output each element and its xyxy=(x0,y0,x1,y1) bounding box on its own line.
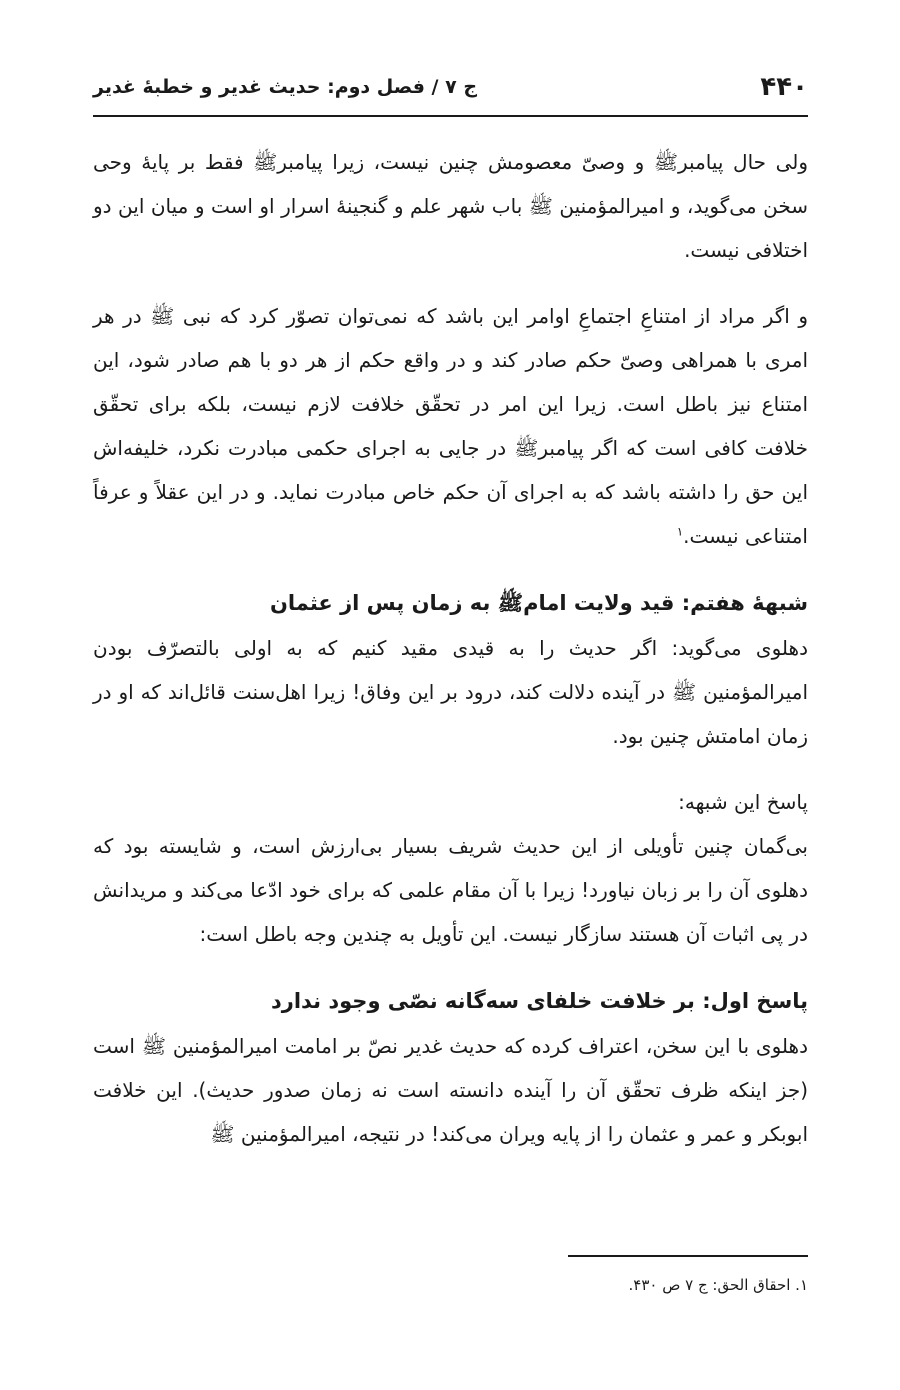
paragraph-1: ولی حال پیامبرﷺ و وصیّ معصومش چنین نیست، زیرا پیامبرﷺ فقط بر پایهٔ وحی سخن می‌گوید، و امیرالمؤمنین ﷺ باب شهر علم و گنجینهٔ اسرار او است و میان این دو اختلافی نیست. xyxy=(93,150,808,262)
paragraph-2-text: و اگر مراد از امتناعِ اجتماعِ اوامر این باشد که نمی‌توان تصوّر کرد که نبی ﷺ در هر امری با همراهی وصیّ حکم صادر کند و در واقع حکم از هر دو با هم صادر شود، این امتناع نیز باطل است. زیرا این امر در تحقّق خلافت لازم نیست، بلکه برای تحقّق خلافت کافی است که اگر پیامبرﷺ در جایی به اجرای حکمی مبادرت نکرد، خلیفه‌اش این حق را داشته باشد که به اجرای آن حکم خاص مبادرت نماید. و در این عقلاً و عرفاً امتناعی نیست. xyxy=(93,304,808,548)
page-body xyxy=(93,140,808,1156)
paragraph-3: دهلوی می‌گوید: اگر حدیث را به قیدی مقید کنیم که به اولی بالتصرّف بودن امیرالمؤمنین ﷺ در آینده دلالت کند، درود بر این وفاق! زیرا اهل‌سنت قائل‌اند که او در زمان امامتش چنین بود. xyxy=(93,636,808,748)
paragraph-4: بی‌گمان چنین تأویلی از این حدیث شریف بسیار بی‌ارزش است، و شایسته بود که دهلوی آن را بر زبان نیاورد! زیرا با آن مقام علمی که برای خود ادّعا می‌کند و مریدانش در پی اثبات آن هستند سازگار نیست. این تأویل به چندین وجه باطل است: xyxy=(93,834,808,946)
footnote-rule xyxy=(568,1255,808,1257)
paragraph-5: دهلوی با این سخن، اعتراف کرده که حدیث غدیر نصّ بر امامت امیرالمؤمنین ﷺ است (جز اینکه ظرف تحقّق آن را آینده دانسته است نه زمان صدور حدیث). این خلافت ابوبکر و عمر و عثمان را از پایه ویران می‌کند! در نتیجه، امیرالمؤمنین ﷺ xyxy=(93,1034,808,1146)
paragraph-2 xyxy=(93,294,808,558)
footnote-reference[interactable]: ۱ xyxy=(676,524,684,539)
page-number: ۴۴۰ xyxy=(760,72,808,102)
section-heading-seventh-doubt: شبههٔ هفتم: قید ولایت امامﷺ به زمان پس از عثمان xyxy=(269,591,808,615)
footnote: ۱. احقاق الحق: ج ۷ ص ۴۳۰. xyxy=(628,1276,808,1294)
answer-intro: پاسخ این شبهه: xyxy=(678,790,808,814)
header-rule xyxy=(93,115,808,117)
page-header xyxy=(93,70,808,114)
section-heading-first-answer: پاسخ اول: بر خلافت خلفای سه‌گانه نصّی وجود ندارد xyxy=(270,989,808,1013)
running-head: ج ۷ / فصل دوم: حدیث غدیر و خطبهٔ غدیر xyxy=(93,76,478,98)
